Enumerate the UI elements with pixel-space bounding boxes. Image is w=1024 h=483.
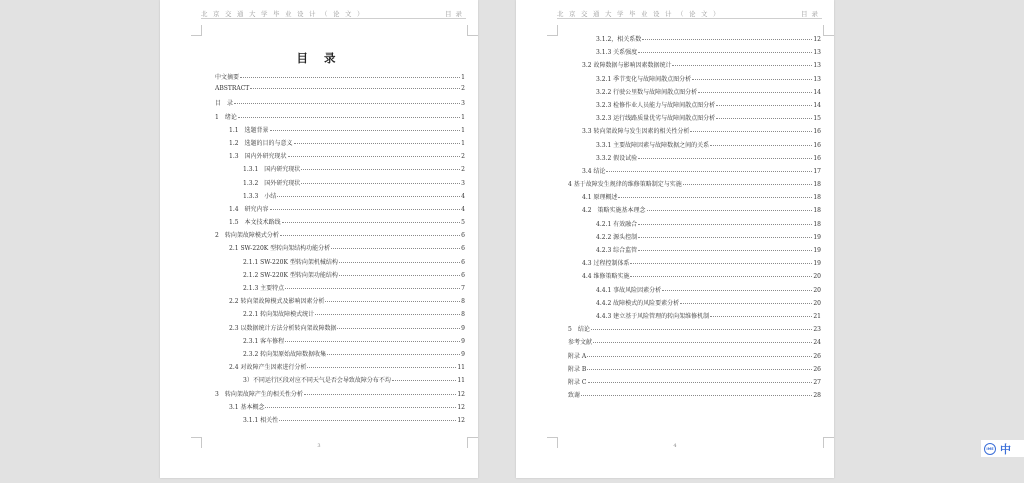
toc-entry[interactable] [568,179,821,192]
toc-entry[interactable] [215,257,465,270]
dot-leader [593,342,812,343]
page-number: 4 [673,443,677,449]
toc-entry-label: 2.3.1 客车修程 [243,337,285,345]
page-header [201,9,466,19]
toc-entry-label: 1 绪论 [215,113,237,121]
toc-entry[interactable] [215,164,465,177]
toc-entry[interactable] [215,125,465,138]
toc-entry-label: 3 转向架故障产生的相关性分析 [215,390,303,398]
dot-leader [234,103,460,104]
toc-entry[interactable] [215,375,465,388]
toc-entry-page: 4 [461,192,465,200]
dot-leader [327,354,460,355]
dot-leader [240,77,460,78]
toc-entry[interactable] [215,191,465,204]
margin-corner-mark [191,25,202,36]
toc-entry[interactable] [215,415,465,428]
toc-entry[interactable] [568,74,821,87]
dot-leader [672,65,812,66]
toc-entry[interactable] [568,87,821,100]
toc-entry-page: 16 [813,154,821,162]
toc-entry-page: 9 [461,324,465,332]
toc-entry-label: 1.2 选题的目的与意义 [229,139,293,147]
toc-entry[interactable] [568,337,821,350]
toc-entry-page: 26 [813,352,821,360]
toc-entry[interactable] [215,270,465,283]
toc-entry-page: 19 [813,260,821,268]
toc-entry-label: 2.2.1 转向架故障模式统计 [243,311,315,319]
dot-leader [638,237,812,238]
toc-entry-page: 18 [813,194,821,202]
toc-entry-page: 7 [461,285,465,292]
toc-entry-label: 3.2 故障数据与影响因素数据统计 [582,62,672,70]
toc-entry-label: 2.1.1 SW-220K 型转向架机械结构 [243,258,338,266]
toc-entry[interactable] [215,98,465,111]
toc-entry-page: 11 [457,377,465,385]
document-page-4[interactable] [516,0,834,478]
dot-leader [587,356,812,357]
toc-entry[interactable] [568,34,821,47]
dot-leader [630,263,812,264]
toc-entry-page: 9 [461,350,465,358]
toc-entry[interactable] [215,243,465,256]
toc-entry-page: 9 [461,337,465,345]
toc-entry-page: 14 [813,88,821,96]
toc-entry[interactable] [215,178,465,191]
toc-entry-label: 5 结论 [568,326,590,334]
toc-entry[interactable] [568,219,821,232]
toc-title: 目 录 [296,51,342,65]
dot-leader [638,158,812,159]
toc-entry-page: 13 [813,75,821,83]
dot-leader [307,367,456,368]
toc-entry[interactable] [568,140,821,153]
dot-leader [325,301,460,302]
dot-leader [250,88,460,89]
dot-leader [331,248,460,249]
toc-entry-page: 6 [461,258,465,266]
toc-entry-page: 4 [461,205,465,213]
toc-entry-label: 3.1.3 关系强度 [596,49,638,57]
toc-entry[interactable] [568,351,821,364]
toc-entry-page: 13 [813,49,821,57]
margin-corner-mark [823,25,834,36]
toc-entry-label: 1.5 本文技术路线 [229,219,281,227]
dot-leader [638,52,812,53]
page-header [557,9,822,19]
dot-leader [716,105,812,106]
margin-corner-mark [547,25,558,36]
toc-entry-label: ABSTRACT [215,85,250,93]
dot-leader [716,118,812,119]
toc-entry-label: 3.1.1 相关性 [243,416,279,424]
toc-entry-label: 3.3 转向架故障与发生因素的相关性分析 [582,128,690,136]
toc-entry[interactable] [568,285,821,298]
dot-leader [392,380,457,381]
toc-entry-label: 2.3.2 转向架原始故障数据收集 [243,350,327,358]
dot-leader [339,275,460,276]
toc-entry-label: 4.2.3 综合监管 [596,247,638,254]
toc-entry[interactable] [568,47,821,60]
toc-entry[interactable] [215,112,465,125]
dot-leader [581,395,812,396]
toc-entry[interactable] [568,377,821,390]
dot-leader [339,262,460,263]
dot-leader [301,183,460,184]
toc-entry-label: 2.1 SW-220K 型转向架结构功能分析 [229,245,331,253]
toc-entry-label: 附录 A [568,352,587,360]
toc-entry-page: 5 [461,219,465,227]
toc-entry-page: 8 [461,298,465,306]
toc-entry-page: 20 [813,273,821,281]
toc-entry[interactable] [215,151,465,164]
toc-entry-label: 4.4.2 故障模式的风险要素分析 [596,299,680,307]
page-number: 3 [317,443,321,449]
toc-entry[interactable] [568,232,821,245]
dot-leader [710,316,812,317]
dot-leader [238,117,460,118]
ime-language-toggle[interactable]: 中 [1000,442,1011,456]
header-section-title: 目录 [801,9,822,18]
toc-entry[interactable] [568,390,821,403]
dot-leader [630,276,812,277]
toc-entry[interactable] [215,349,465,362]
dot-leader [270,130,461,131]
dot-leader [301,169,460,170]
dot-leader [337,328,460,329]
dot-leader [265,407,456,408]
dot-leader [588,382,813,383]
dot-leader [683,184,813,185]
toc-entry-label: 1.4 研究内容 [229,205,269,213]
toc-entry-page: 23 [813,326,821,334]
toc-entry[interactable] [568,153,821,166]
ime-toolbar[interactable] [981,440,1024,457]
toc-entry-label: 3.1 基本概念 [229,403,265,411]
toc-entry-page: 3 [461,179,465,187]
toc-entry[interactable] [215,296,465,309]
toc-entry-page: 17 [813,167,821,175]
toc-entry-page: 11 [457,364,465,372]
ime-logo-icon[interactable]: IME [984,443,996,455]
toc-entry-label: 2.1.2 SW-220K 型转向架功能结构 [243,271,338,279]
toc-entry-label: 3）不同运行区段对应不同天气是否会导致故障分布不均 [243,377,391,385]
toc-entry-page: 18 [813,181,821,189]
toc-entry-label: 3.2.3 检修作业人员能力与故障间散点图分析 [596,101,716,109]
toc-entry[interactable] [215,72,465,85]
toc-entry[interactable] [568,100,821,113]
toc-entry-label: 4.4.3 建立基于风险管理的转向架维修机制 [596,312,710,320]
toc-entry-label: 3.3.2 假设试验 [596,154,638,162]
dot-leader [288,156,461,157]
toc-entry[interactable] [568,364,821,377]
dot-leader [698,92,812,93]
dot-leader [270,209,461,210]
toc-entry[interactable] [568,205,821,218]
dot-leader [638,224,812,225]
toc-entry-page: 19 [813,247,821,254]
toc-entry-page: 3 [461,100,465,108]
table-of-contents [568,34,821,403]
toc-entry-page: 12 [457,416,465,424]
dot-leader [647,210,813,211]
toc-entry-label: 3.4 结论 [582,167,606,175]
toc-entry-label: 附录 C [568,378,587,386]
toc-entry-page: 24 [813,339,821,347]
toc-entry[interactable] [568,113,821,126]
toc-entry-label: 4.4 维修策略实施 [582,273,630,281]
dot-leader [587,369,812,370]
toc-entry[interactable] [568,298,821,311]
toc-entry-label: 1.3.1 国内研究现状 [243,166,301,174]
dot-leader [690,131,812,132]
toc-entry-page: 26 [813,365,821,373]
document-page-3[interactable] [160,0,478,478]
toc-entry-label: 3.2.3 运行线路质量优劣与故障间散点图分析 [596,115,716,123]
toc-entry-page: 28 [813,392,821,400]
toc-entry[interactable] [215,138,465,151]
toc-entry[interactable] [568,245,821,258]
header-university-title: 北京交通大学毕业设计（论文） [201,9,369,18]
toc-entry[interactable] [215,402,465,415]
toc-entry-label: 中文摘要 [215,74,240,81]
toc-entry-label: 3.2.1 季节变化与故障间散点图分析 [596,75,692,83]
toc-entry-label: 4.1 原理概述 [582,194,618,202]
dot-leader [277,196,460,197]
header-section-title: 目录 [445,9,466,18]
dot-leader [692,79,812,80]
toc-entry[interactable] [215,85,465,98]
toc-entry-label: 4.4.1 事故风险因素分析 [596,286,662,294]
toc-entry-page: 14 [813,101,821,109]
toc-entry-label: 1.1 选题背景 [229,126,269,134]
toc-entry-page: 2 [461,85,465,93]
toc-entry[interactable] [215,204,465,217]
toc-entry-page: 2 [461,153,465,161]
toc-entry-page: 20 [813,286,821,294]
toc-entry-label: 1.3.3 小结 [243,192,277,200]
toc-entry-label: 4.2.1 有效融合 [596,220,638,228]
toc-entry-page: 12 [457,403,465,411]
toc-entry[interactable] [215,283,465,296]
toc-entry-page: 1 [461,113,465,121]
toc-entry-label: 3.2.2 行驶公里数与故障间散点图分析 [596,88,698,96]
toc-entry-page: 16 [813,128,821,136]
toc-entry[interactable] [215,309,465,322]
toc-entry-label: 2.2 转向架故障模式及影响因素分析 [229,298,325,306]
dot-leader [285,341,460,342]
toc-entry-page: 2 [461,166,465,174]
dot-leader [662,290,812,291]
toc-entry-page: 13 [813,62,821,70]
toc-entry-label: 致谢 [568,392,581,400]
margin-corner-mark [467,25,478,36]
toc-entry-page: 6 [461,245,465,253]
toc-entry-page: 12 [813,36,821,43]
toc-entry[interactable] [568,271,821,284]
dot-leader [710,145,812,146]
toc-entry-page: 6 [461,271,465,279]
header-university-title: 北京交通大学毕业设计（论文） [557,9,725,18]
toc-entry[interactable] [568,166,821,179]
dot-leader [680,303,812,304]
dot-leader [642,39,812,40]
toc-entry-page: 21 [813,312,821,320]
dot-leader [315,314,460,315]
toc-entry-page: 12 [457,390,465,398]
dot-leader [606,171,812,172]
toc-entry-label: 4.3 过程控制体系 [582,260,630,268]
toc-entry-label: 目 录 [215,100,234,108]
toc-entry[interactable] [568,311,821,324]
toc-entry-page: 1 [461,126,465,134]
toc-entry-label: 2 转向架故障模式分析 [215,232,279,240]
toc-entry-label: 1.3 国内外研究现状 [229,153,287,161]
dot-leader [304,394,457,395]
toc-entry-page: 1 [461,139,465,147]
toc-entry-label: 参考文献 [568,339,593,347]
toc-entry-label: 附录 B [568,365,587,373]
toc-entry-page: 27 [813,378,821,386]
toc-entry[interactable] [568,192,821,205]
toc-entry-page: 18 [813,220,821,228]
toc-entry-label: 2.3 以数据统计方法分析转向架故障数据 [229,324,337,332]
toc-entry-label: 4.2.2 源头控制 [596,233,638,241]
toc-entry-page: 8 [461,311,465,319]
toc-entry-page: 20 [813,299,821,307]
toc-entry-label: 1.3.2 国外研究现状 [243,179,301,187]
toc-entry[interactable] [568,126,821,139]
dot-leader [638,250,812,251]
dot-leader [285,288,460,289]
toc-entry-label: 2.1.3 主要特点 [243,285,285,292]
dot-leader [279,420,456,421]
dot-leader [282,222,461,223]
toc-entry-label: 3.1.2，相关系数 [596,36,642,43]
toc-entry[interactable] [215,230,465,243]
toc-entry[interactable] [568,258,821,271]
toc-entry-page: 19 [813,233,821,241]
toc-entry[interactable] [215,362,465,375]
toc-entry-label: 4.2 策略实施基本理念 [582,207,646,215]
toc-entry-page: 6 [461,232,465,240]
toc-entry-label: 4 基于故障发生规律的维修策略制定与实施 [568,181,682,189]
toc-entry-page: 15 [813,115,821,123]
dot-leader [591,329,813,330]
toc-entry[interactable] [568,60,821,73]
toc-entry[interactable] [215,217,465,230]
toc-entry-page: 18 [813,207,821,215]
toc-entry[interactable] [215,323,465,336]
table-of-contents [215,72,465,428]
toc-entry-page: 16 [813,141,821,149]
dot-leader [280,235,460,236]
toc-entry-page: 1 [461,74,465,81]
toc-entry[interactable] [215,389,465,402]
dot-leader [618,197,812,198]
toc-entry[interactable] [215,336,465,349]
dot-leader [294,143,461,144]
toc-entry-label: 2.4 对故障产生因素进行分析 [229,364,307,372]
toc-entry-label: 3.3.1 主要故障因素与故障数据之间的关系 [596,141,710,149]
toc-entry[interactable] [568,324,821,337]
